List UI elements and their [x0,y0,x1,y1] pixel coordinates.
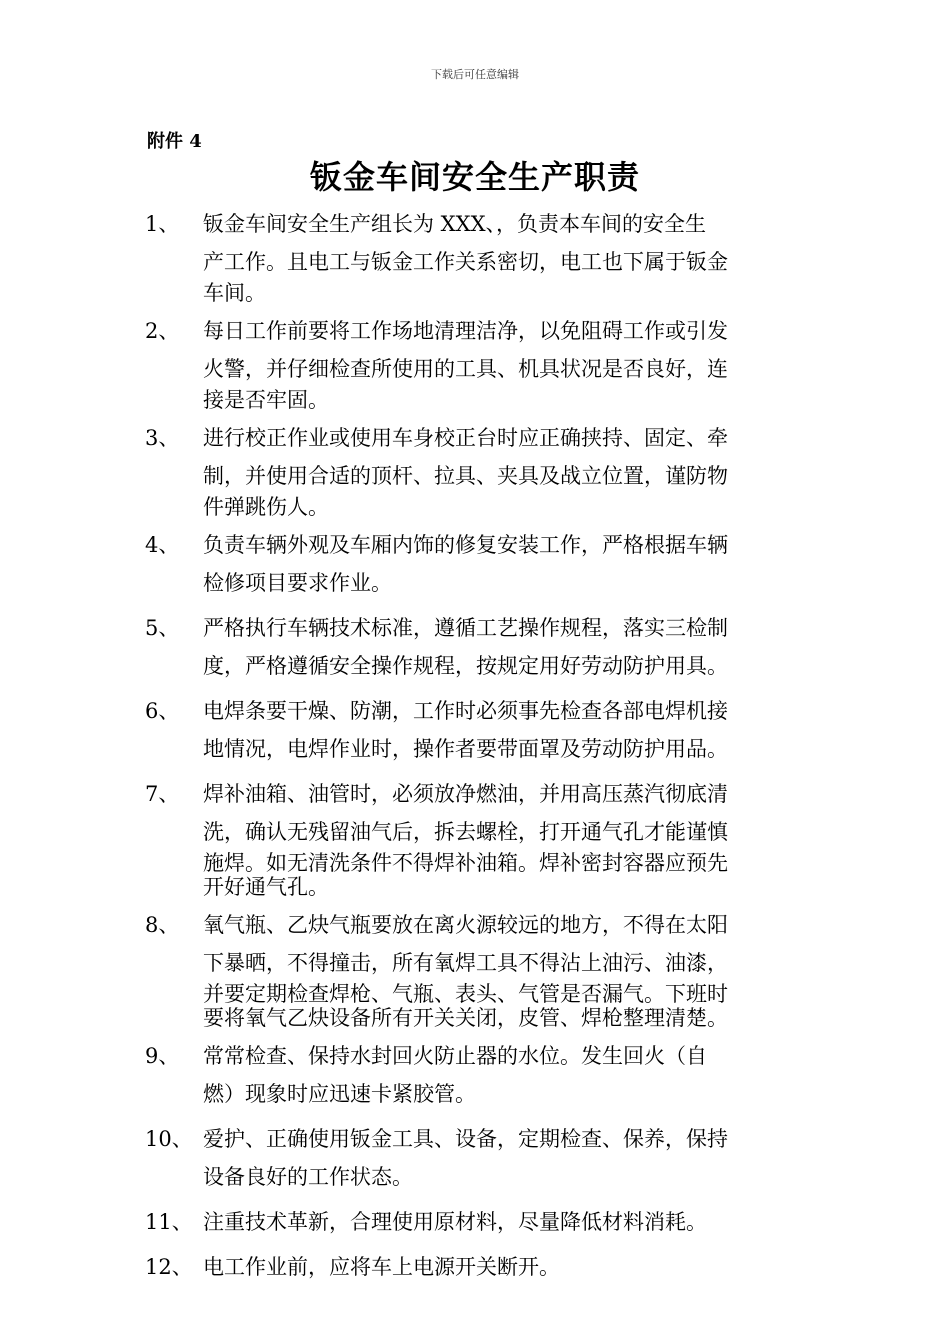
duty-item-line: 接是否牢固。 [203,388,329,412]
duty-item-line: 开好通气孔。 [203,875,329,899]
duty-item-line: 车间。 [203,281,266,305]
duty-item-text [203,906,810,1030]
duty-item-line: 火警，并仔细检查所使用的工具、机具状况是否良好，连 [203,357,728,381]
duty-item-line: 钣金车间安全生产组长为 XXX、，负责本车间的安全生 [203,212,707,236]
duty-item-line: 施焊。如无清洗条件不得焊补油箱。焊补密封容器应预先 [203,851,728,875]
duty-item-text [203,692,810,768]
duty-item-line: 电焊条要干燥、防潮，工作时必须事先检查各部电焊机接 [203,699,728,723]
duty-item-line: 下暴晒，不得撞击，所有氧焊工具不得沾上油污、油漆， [203,951,728,975]
duty-item [145,609,810,685]
duty-item-number: 6、 [145,699,180,723]
duty-item-number: 10、 [145,1127,193,1151]
duty-item-number: 1、 [145,212,180,236]
duty-list [145,205,810,1293]
duty-item-line: 并要定期检查焊枪、气瓶、表头、气管是否漏气。下班时 [203,982,728,1006]
duty-item-number: 11、 [145,1210,193,1234]
duty-item-number: 5、 [145,616,180,640]
duty-item-number: 3、 [145,426,180,450]
duty-item-line: 进行校正作业或使用车身校正台时应正确挟持、固定、牵 [203,426,728,450]
duty-item-line: 注重技术革新，合理使用原材料，尽量降低材料消耗。 [203,1210,707,1234]
duty-item-line: 爱护、正确使用钣金工具、设备，定期检查、保养，保持 [203,1127,728,1151]
duty-item-text [203,1203,810,1241]
duty-item [145,906,810,1030]
duty-item-line: 制，并使用合适的顶杆、拉具、夹具及战立位置，谨防物 [203,464,728,488]
duty-item [145,1203,810,1241]
duty-item [145,1248,810,1286]
duty-item-text [203,1037,810,1113]
duty-item [145,1037,810,1113]
duty-item-text [203,312,810,412]
duty-item-line: 产工作。且电工与钣金工作关系密切，电工也下属于钣金 [203,250,728,274]
duty-item [145,692,810,768]
duty-item-line: 焊补油箱、油管时，必须放净燃油，并用高压蒸汽彻底清 [203,782,728,806]
duty-item-line: 负责车辆外观及车厢内饰的修复安装工作，严格根据车辆 [203,533,728,557]
duty-item-text [203,609,810,685]
duty-item-number: 8、 [145,913,180,937]
duty-item-number: 2、 [145,319,180,343]
duty-item-line: 设备良好的工作状态。 [203,1165,413,1189]
duty-item-line: 严格执行车辆技术标准，遵循工艺操作规程，落实三检制 [203,616,728,640]
duty-item-line: 洗，确认无残留油气后，拆去螺栓，打开通气孔才能谨慎 [203,820,728,844]
duty-item-text [203,419,810,519]
duty-item [145,775,810,899]
duty-item-line: 常常检查、保持水封回火防止器的水位。发生回火（自 [203,1044,707,1068]
duty-item-number: 4、 [145,533,180,557]
duty-item-text [203,1248,810,1286]
duty-item-line: 每日工作前要将工作场地清理洁净，以免阻碍工作或引发 [203,319,728,343]
duty-item-line: 氧气瓶、乙炔气瓶要放在离火源较远的地方，不得在太阳 [203,913,728,937]
duty-item-line: 燃）现象时应迅速卡紧胶管。 [203,1082,476,1106]
page-header-note: 下载后可任意编辑 [431,68,519,81]
duty-item-line: 检修项目要求作业。 [203,571,392,595]
duty-item [145,205,810,305]
document-title: 钣金车间安全生产职责 [309,158,640,196]
duty-item-text [203,526,810,602]
duty-item-text [203,1120,810,1196]
duty-item-line: 度，严格遵循安全操作规程，按规定用好劳动防护用具。 [203,654,728,678]
duty-item-number: 9、 [145,1044,180,1068]
duty-item-line: 电工作业前，应将车上电源开关断开。 [203,1255,560,1279]
duty-item-line: 要将氧气乙炔设备所有开关关闭，皮管、焊枪整理清楚。 [203,1006,728,1030]
duty-item-number: 12、 [145,1255,193,1279]
duty-item-number: 7、 [145,782,180,806]
duty-item [145,312,810,412]
duty-item [145,419,810,519]
duty-item [145,526,810,602]
duty-item-line: 件弹跳伤人。 [203,495,329,519]
duty-item-text [203,775,810,899]
duty-item [145,1120,810,1196]
attachment-label: 附件 4 [147,131,202,152]
duty-item-line: 地情况，电焊作业时，操作者要带面罩及劳动防护用品。 [203,737,728,761]
duty-item-text [203,205,810,305]
